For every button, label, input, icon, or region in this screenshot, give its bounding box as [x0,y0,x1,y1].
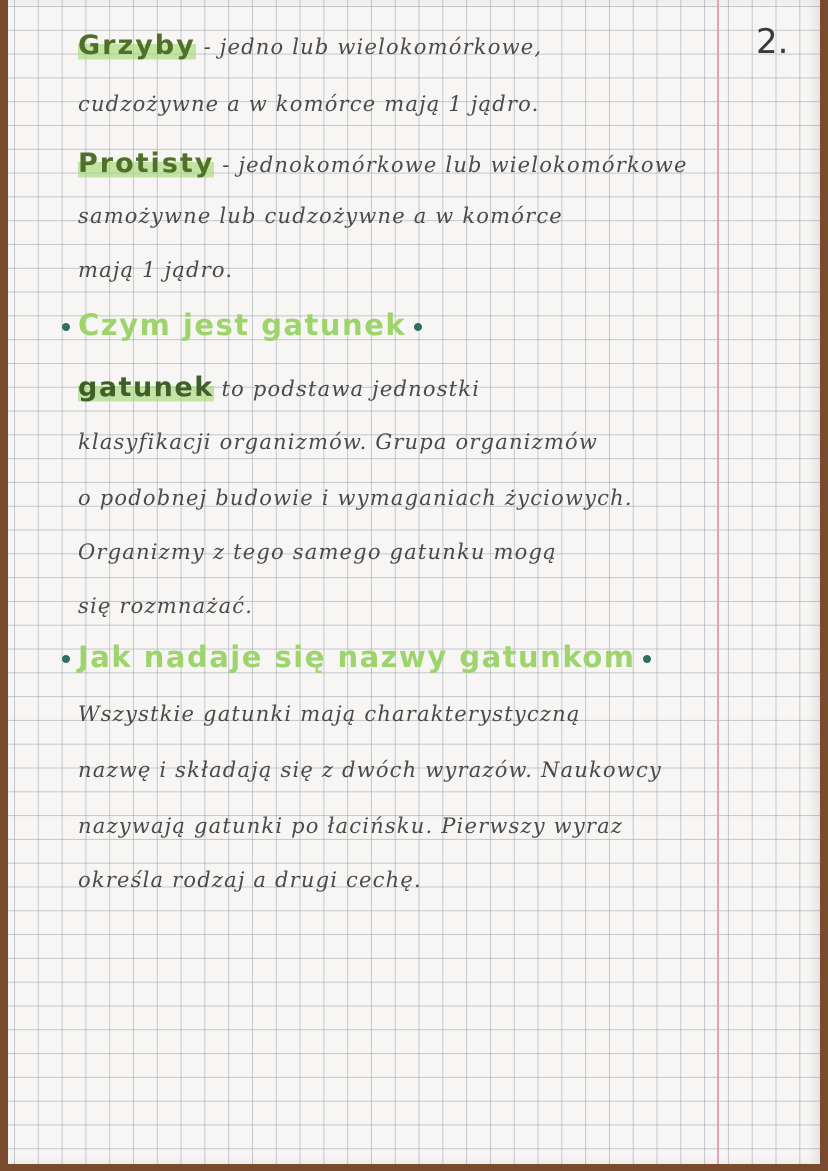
species-line-3: o podobnej budowie i wymaganiach życiowych. [78,486,633,510]
protists-line-1: Protisty - jednokomórkowe lub wielokomórkowe [78,148,688,179]
species-line-2: klasyfikacji organizmów. Grupa organizmów [78,430,598,454]
fungi-line-1: Grzyby - jedno lub wielokomórkowe, [78,30,543,61]
bullet-icon [414,323,422,331]
protists-term: Protisty [78,148,215,179]
species-term: gatunek [78,372,214,403]
protists-line-3: mają 1 jądro. [78,258,234,282]
species-line-5: się rozmnażać. [78,594,254,618]
species-line-1: gatunek to podstawa jednostki [78,372,481,403]
notebook-page [8,0,820,1164]
species-heading: Czym jest gatunek [54,308,430,342]
fungi-line-2: cudzożywne a w komórce mają 1 jądro. [78,92,540,116]
naming-line-1: Wszystkie gatunki mają charakterystyczną [78,702,581,726]
naming-line-3: nazywają gatunki po łacińsku. Pierwszy wyraz [78,814,624,838]
species-line-4: Organizmy z tego samego gatunku mogą [78,540,557,564]
naming-heading: Jak nadaje się nazwy gatunkom [54,640,659,674]
fungi-term: Grzyby [78,30,196,61]
bullet-icon [643,655,651,663]
bullet-icon [62,655,70,663]
naming-line-4: określa rodzaj a drugi cechę. [78,868,422,892]
page-number: 2. [756,22,789,62]
naming-line-2: nazwę i składają się z dwóch wyrazów. Naukowcy [78,758,662,782]
margin-line [717,0,719,1164]
protists-line-2: samożywne lub cudzożywne a w komórce [78,204,563,228]
bullet-icon [62,323,70,331]
